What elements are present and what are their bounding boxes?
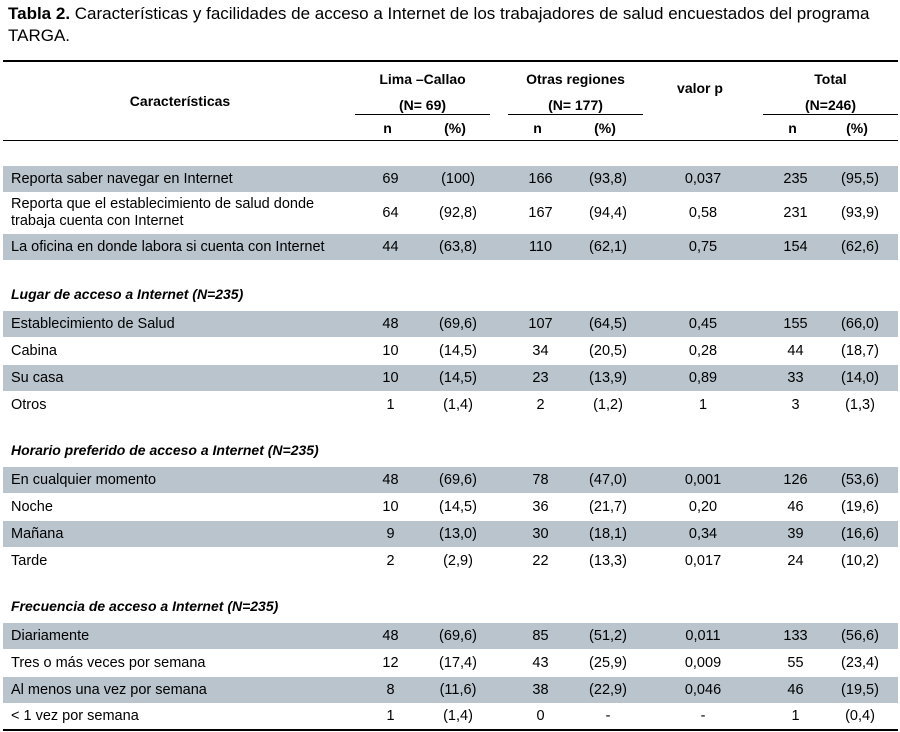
cell-lima-pct: (14,5) bbox=[439, 343, 477, 359]
cell-lima-pct: (17,4) bbox=[439, 655, 477, 671]
cell-total-pct: (93,9) bbox=[841, 205, 879, 221]
subheader-otras-pct: (%) bbox=[594, 120, 616, 136]
row-label: Su casa bbox=[11, 370, 64, 386]
cell-lima-pct: (69,6) bbox=[439, 472, 477, 488]
header-otras-n: (N= 177) bbox=[548, 97, 603, 113]
row-label: Noche bbox=[11, 499, 53, 515]
subheader-lima-n: n bbox=[383, 120, 392, 136]
cell-otras-n: 43 bbox=[532, 655, 549, 671]
cell-lima-pct: (69,6) bbox=[439, 628, 477, 644]
row-label: Reporta que el establecimiento de salud donde trabaja cuenta con Internet bbox=[11, 196, 315, 229]
cell-total-n: 24 bbox=[787, 553, 804, 569]
header-otras-title: Otras regiones bbox=[526, 71, 625, 87]
cell-otras-pct: (94,4) bbox=[589, 205, 627, 221]
table-row bbox=[3, 392, 898, 418]
cell-otras-pct: (22,9) bbox=[589, 682, 627, 698]
table-row bbox=[3, 166, 898, 192]
table-row bbox=[3, 548, 898, 574]
cell-p: 0,89 bbox=[688, 370, 718, 386]
cell-lima-pct: (11,6) bbox=[439, 682, 477, 698]
table-row bbox=[3, 650, 898, 676]
cell-otras-n: 23 bbox=[532, 370, 549, 386]
cell-total-n: 235 bbox=[783, 171, 808, 187]
cell-lima-n: 64 bbox=[382, 205, 399, 221]
cell-total-n: 155 bbox=[783, 316, 808, 332]
table-row bbox=[3, 677, 898, 703]
cell-lima-pct: (63,8) bbox=[439, 239, 477, 255]
row-label: Reporta saber navegar en Internet bbox=[11, 171, 233, 187]
cell-p: 1 bbox=[698, 397, 708, 413]
cell-lima-n: 9 bbox=[386, 526, 395, 542]
subheader-lima-pct: (%) bbox=[444, 120, 466, 136]
table-row bbox=[3, 623, 898, 649]
subheader-total-pct: (%) bbox=[846, 120, 868, 136]
row-label: En cualquier momento bbox=[11, 472, 157, 488]
cell-total-n: 3 bbox=[791, 397, 800, 413]
cell-total-n: 133 bbox=[783, 628, 808, 644]
cell-p: 0,20 bbox=[688, 499, 718, 515]
cell-total-n: 1 bbox=[791, 708, 800, 724]
cell-total-pct: (14,0) bbox=[841, 370, 879, 386]
bottom-rule bbox=[3, 729, 898, 731]
cell-otras-pct: (18,1) bbox=[589, 526, 627, 542]
cell-p: 0,009 bbox=[684, 655, 722, 671]
cell-total-pct: (19,6) bbox=[841, 499, 879, 515]
row-label: Tarde bbox=[11, 553, 48, 569]
cell-total-n: 33 bbox=[787, 370, 804, 386]
caption-label: Tabla 2. bbox=[8, 4, 71, 23]
cell-otras-n: 38 bbox=[532, 682, 549, 698]
cell-otras-pct: (62,1) bbox=[589, 239, 627, 255]
cell-p: 0,75 bbox=[688, 239, 718, 255]
cell-p: 0,037 bbox=[684, 171, 722, 187]
section-title-lugar: Lugar de acceso a Internet (N=235) bbox=[11, 286, 244, 302]
cell-total-pct: (18,7) bbox=[841, 343, 879, 359]
table-caption bbox=[8, 3, 893, 47]
cell-total-pct: (1,3) bbox=[845, 397, 875, 413]
cell-lima-n: 44 bbox=[382, 239, 399, 255]
cell-lima-n: 1 bbox=[386, 397, 395, 413]
cell-otras-pct: (20,5) bbox=[589, 343, 627, 359]
subheader-otras-n: n bbox=[533, 120, 542, 136]
cell-total-pct: (62,6) bbox=[841, 239, 879, 255]
cell-p: 0,45 bbox=[688, 316, 718, 332]
table-row bbox=[3, 194, 898, 232]
cell-total-n: 44 bbox=[787, 343, 804, 359]
cell-lima-n: 10 bbox=[382, 343, 399, 359]
cell-lima-n: 48 bbox=[382, 628, 399, 644]
cell-otras-n: 166 bbox=[528, 171, 553, 187]
section-title-horario: Horario preferido de acceso a Internet (N=235) bbox=[11, 442, 319, 458]
cell-otras-n: 78 bbox=[532, 472, 549, 488]
subheader-total-n: n bbox=[788, 120, 797, 136]
header-total-n: (N=246) bbox=[805, 97, 856, 113]
row-label: Diariamente bbox=[11, 628, 90, 644]
table-row bbox=[3, 234, 898, 260]
cell-total-pct: (23,4) bbox=[841, 655, 879, 671]
cell-otras-n: 107 bbox=[528, 316, 553, 332]
cell-lima-n: 2 bbox=[386, 553, 395, 569]
row-label: Mañana bbox=[11, 526, 64, 542]
cell-total-n: 55 bbox=[787, 655, 804, 671]
cell-lima-pct: (100) bbox=[441, 171, 475, 187]
row-label: < 1 vez por semana bbox=[11, 708, 139, 724]
header-otras bbox=[508, 66, 643, 118]
table-row bbox=[3, 311, 898, 337]
cell-total-n: 39 bbox=[787, 526, 804, 542]
header-bottom-rule bbox=[3, 140, 898, 141]
header-valor-p: valor p bbox=[677, 80, 723, 96]
cell-total-pct: (10,2) bbox=[841, 553, 879, 569]
cell-lima-pct: (1,4) bbox=[443, 397, 473, 413]
cell-p: 0,34 bbox=[688, 526, 718, 542]
cell-otras-pct: (47,0) bbox=[589, 472, 627, 488]
cell-otras-pct: (64,5) bbox=[589, 316, 627, 332]
cell-total-pct: (0,4) bbox=[845, 708, 875, 724]
table-row bbox=[3, 494, 898, 520]
header-total-title: Total bbox=[814, 71, 847, 87]
cell-lima-n: 10 bbox=[382, 499, 399, 515]
cell-otras-n: 110 bbox=[528, 239, 553, 255]
cell-p: 0,046 bbox=[684, 682, 722, 698]
row-label: Tres o más veces por semana bbox=[11, 655, 206, 671]
cell-lima-pct: (69,6) bbox=[439, 316, 477, 332]
header-lima-n: (N= 69) bbox=[398, 97, 447, 113]
cell-otras-pct: (51,2) bbox=[589, 628, 627, 644]
cell-total-n: 126 bbox=[783, 472, 808, 488]
cell-total-n: 154 bbox=[783, 239, 808, 255]
cell-lima-pct: (1,4) bbox=[443, 708, 473, 724]
cell-total-pct: (95,5) bbox=[841, 171, 879, 187]
cell-otras-pct: (21,7) bbox=[589, 499, 627, 515]
cell-otras-n: 36 bbox=[532, 499, 549, 515]
cell-p: 0,58 bbox=[688, 205, 718, 221]
cell-p: 0,001 bbox=[684, 472, 722, 488]
caption-text: Características y facilidades de acceso a Internet de los trabajadores de salud encuestados del programa TARGA. bbox=[8, 4, 870, 45]
cell-otras-pct: (1,2) bbox=[593, 397, 623, 413]
table-row bbox=[3, 467, 898, 493]
cell-lima-n: 69 bbox=[382, 171, 399, 187]
table-row bbox=[3, 704, 898, 728]
row-label: Cabina bbox=[11, 343, 57, 359]
table-row bbox=[3, 521, 898, 547]
row-label: Establecimiento de Salud bbox=[11, 316, 175, 332]
cell-lima-pct: (14,5) bbox=[439, 499, 477, 515]
cell-lima-n: 10 bbox=[382, 370, 399, 386]
header-lima-title: Lima –Callao bbox=[379, 71, 466, 87]
row-label: Otros bbox=[11, 397, 47, 413]
cell-otras-n: 0 bbox=[536, 708, 545, 724]
cell-p: 0,011 bbox=[685, 628, 721, 644]
cell-total-n: 46 bbox=[787, 499, 804, 515]
cell-otras-pct: (25,9) bbox=[589, 655, 627, 671]
section-title-frecuencia: Frecuencia de acceso a Internet (N=235) bbox=[11, 598, 279, 614]
table-row bbox=[3, 365, 898, 391]
cell-total-n: 46 bbox=[787, 682, 804, 698]
cell-otras-n: 167 bbox=[528, 205, 553, 221]
cell-otras-n: 85 bbox=[532, 628, 549, 644]
cell-otras-n: 2 bbox=[536, 397, 545, 413]
cell-total-pct: (19,5) bbox=[841, 682, 879, 698]
cell-lima-n: 48 bbox=[382, 472, 399, 488]
cell-otras-pct: (93,8) bbox=[589, 171, 627, 187]
cell-otras-n: 22 bbox=[532, 553, 549, 569]
cell-lima-n: 1 bbox=[386, 708, 395, 724]
cell-total-pct: (56,6) bbox=[841, 628, 879, 644]
cell-lima-n: 8 bbox=[386, 682, 395, 698]
cell-lima-pct: (2,9) bbox=[443, 553, 473, 569]
top-rule bbox=[3, 60, 898, 62]
cell-p: - bbox=[700, 708, 706, 724]
cell-otras-n: 30 bbox=[532, 526, 549, 542]
cell-lima-pct: (92,8) bbox=[439, 205, 477, 221]
cell-lima-pct: (14,5) bbox=[439, 370, 477, 386]
cell-p: 0,28 bbox=[688, 343, 718, 359]
header-total bbox=[763, 66, 898, 118]
cell-total-pct: (53,6) bbox=[841, 472, 879, 488]
cell-total-pct: (66,0) bbox=[841, 316, 879, 332]
table-row bbox=[3, 338, 898, 364]
cell-lima-pct: (13,0) bbox=[439, 526, 477, 542]
cell-p: 0,017 bbox=[684, 553, 722, 569]
cell-total-pct: (16,6) bbox=[841, 526, 879, 542]
row-label: Al menos una vez por semana bbox=[11, 682, 207, 698]
cell-otras-n: 34 bbox=[532, 343, 549, 359]
cell-lima-n: 48 bbox=[382, 316, 399, 332]
cell-otras-pct: (13,3) bbox=[589, 553, 627, 569]
cell-total-n: 231 bbox=[783, 205, 808, 221]
header-caracteristicas: Características bbox=[129, 93, 231, 109]
header-lima bbox=[355, 66, 490, 118]
cell-lima-n: 12 bbox=[382, 655, 399, 671]
cell-otras-pct: - bbox=[605, 708, 611, 724]
row-label: La oficina en donde labora si cuenta con Internet bbox=[11, 239, 325, 255]
cell-otras-pct: (13,9) bbox=[589, 370, 627, 386]
